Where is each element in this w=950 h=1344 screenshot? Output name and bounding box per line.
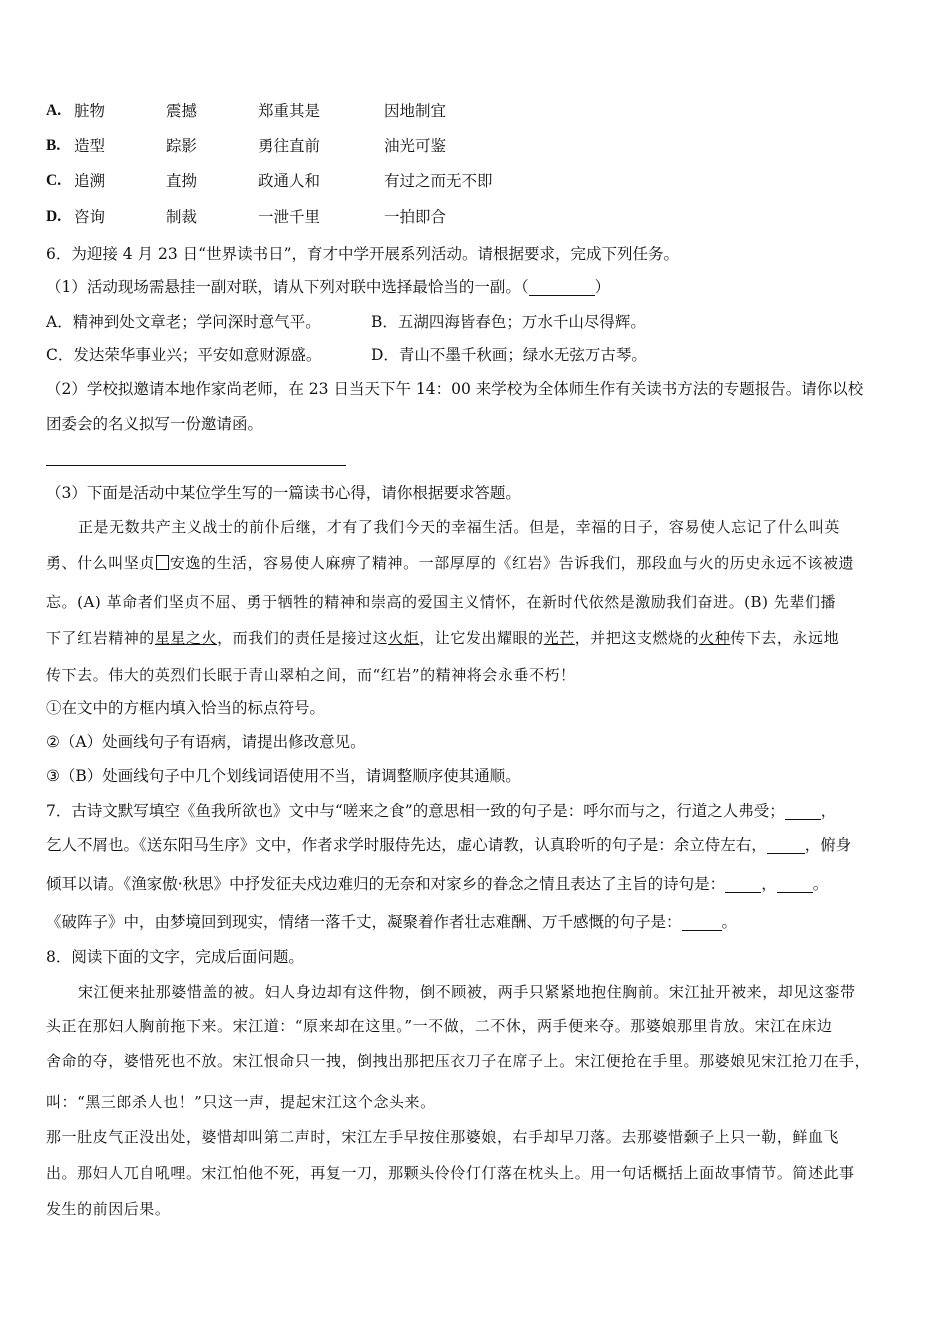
underlined-word: 光芒 xyxy=(543,629,575,647)
q8-passage-line: 头正在那妇人胸前拖下来。宋江道：“原来却在这里。”一不做，二不休，两手便来夺。那婆娘那里肯放。宋江在床边 xyxy=(46,1017,833,1035)
option-word: 追溯 xyxy=(74,172,106,190)
option-word: 有过之而无不即 xyxy=(384,172,493,190)
passage-text: 安逸的生活，容易使人麻痹了精神。一部厚厚的《红岩》告诉我们，那段血与火的历史永远不该被遗 xyxy=(169,554,855,572)
option-word: 咨询 xyxy=(74,208,106,226)
answer-blank[interactable] xyxy=(785,805,821,820)
couplet-option-c: C．发达荣华事业兴；平安如意财源盛。 xyxy=(46,346,322,364)
option-word: 油光可鉴 xyxy=(384,137,447,155)
q7-text: 倾耳以请。《渔家傲·秋思》中抒发征夫戍边难归的无奈和对家乡的眷念之情且表达了主旨的诗句是： xyxy=(46,875,726,893)
q6-options-row1 xyxy=(46,311,646,333)
underlined-word: 火炬 xyxy=(388,629,420,647)
option-word: 一拍即合 xyxy=(384,208,447,226)
q8-passage-line: 那一肚皮气正没出处，婆惜却叫第二声时，宋江左手早按住那婆娘，右手却早刀落。去那婆惜颡子上只一勒，鲜血飞 xyxy=(46,1128,840,1146)
option-word: 震撼 xyxy=(166,102,198,120)
option-word: 造型 xyxy=(74,137,106,155)
q8-passage-line: 舍命的夺，婆惜死也不放。宋江恨命只一拽，倒拽出那把压衣刀子在席子上。宋江便抢在手里。那婆娘见宋江抢刀在手， xyxy=(46,1052,871,1070)
q6-sub2-line2: 团委会的名义拟写一份邀请函。 xyxy=(46,415,264,433)
q6-sub1-text: （1）活动现场需悬挂一副对联，请从下列对联中选择最恰当的一副。（ xyxy=(46,278,529,296)
option-label: B. xyxy=(46,137,61,154)
passage-line: 传下去。伟大的英烈们长眠于青山翠柏之间，而“红岩”的精神将会永垂不朽！ xyxy=(46,666,576,684)
couplet-option-a: A．精神到处文章老；学问深时意气平。 xyxy=(46,313,321,331)
passage-text: ，让它发出耀眼的 xyxy=(419,629,544,647)
option-word: 脏物 xyxy=(74,102,106,120)
q7-text: 乞人不屑也。《送东阳马生序》文中，作者求学时服侍先达，虚心请教，认真聆听的句子是：余立侍左右， xyxy=(46,836,767,854)
answer-blank[interactable] xyxy=(682,916,722,931)
punctuation-box[interactable] xyxy=(156,555,169,570)
q7-text: ，俯身 xyxy=(804,836,852,854)
q7-line3 xyxy=(46,873,828,895)
q8-passage-line: 叫：“黑三郎杀人也！”只这一声，提起宋江这个念头来。 xyxy=(46,1093,436,1111)
passage-line xyxy=(46,552,854,574)
q7-text: 《破阵子》中，由梦境回到现实，情绪一落千丈，凝聚着作者壮志难酬、万千感慨的句子是： xyxy=(46,913,682,931)
q7-line4 xyxy=(46,911,737,933)
q6-task3: ③（B）处画线句子中几个划线词语使用不当，请调整顺序使其通顺。 xyxy=(46,767,521,785)
passage-text: ，而我们的责任是接过这 xyxy=(217,629,389,647)
answer-blank[interactable] xyxy=(767,839,805,854)
option-word: 踪影 xyxy=(166,137,198,155)
option-label: C. xyxy=(46,172,62,189)
couplet-option-b: B．五湖四海皆春色；万水千山尽得辉。 xyxy=(371,313,646,331)
passage-text: 勇、什么叫坚贞 xyxy=(46,554,155,572)
option-word: 直拗 xyxy=(166,172,198,190)
passage-text: 传下去，永远地 xyxy=(730,629,840,647)
option-word: 一泄千里 xyxy=(258,208,321,226)
option-word: 郑重其是 xyxy=(258,102,321,120)
answer-blank[interactable] xyxy=(725,878,761,893)
q6-sub3: （3）下面是活动中某位学生写的一篇读书心得，请你根据要求答题。 xyxy=(46,484,521,502)
passage-line: 忘。(A) 革命者们坚贞不屈、勇于牺牲的精神和崇高的爱国主义情怀，在新时代依然是激励我们奋进。(B) 先辈们播 xyxy=(46,593,837,611)
q8-passage-line: 宋江便来扯那婆惜盖的被。妇人身边却有这件物，倒不顾被，两手只紧紧地抱住胸前。宋江扯开被来，却见这銮带 xyxy=(78,983,856,1001)
answer-blank[interactable] xyxy=(529,281,595,296)
underlined-word: 火种 xyxy=(699,629,731,647)
option-word: 制裁 xyxy=(166,208,198,226)
answer-line[interactable] xyxy=(46,465,346,466)
q8-passage-line: 出。那妇人兀自吼哩。宋江怕他不死，再复一刀，那颗头伶伶仃仃落在枕头上。用一句话概括上面故事情节。简述此事 xyxy=(46,1164,855,1182)
q7-text: 7．古诗文默写填空《鱼我所欲也》文中与“嗟来之食”的意思相一致的句子是：呼尔而与之，行道之人弗受； xyxy=(46,802,785,820)
q7-line2 xyxy=(46,834,851,856)
q6-sub2-line1: （2）学校拟邀请本地作家尚老师，在 23 日当天下午 14：00 来学校为全体师生作有关读书方法的专题报告。请你以校 xyxy=(46,380,864,398)
q7-text: ， xyxy=(761,875,777,893)
q6-task2: ②（A）处画线句子有语病，请提出修改意见。 xyxy=(46,733,366,751)
q7-text: 。 xyxy=(721,913,738,931)
passage-text: ，并把这支燃烧的 xyxy=(574,629,700,647)
option-word: 因地制宜 xyxy=(384,102,447,120)
option-label: D. xyxy=(46,208,62,225)
passage-line xyxy=(46,627,839,649)
answer-blank[interactable] xyxy=(777,878,813,893)
q7-text: 。 xyxy=(812,875,829,893)
underlined-word: 星星之火 xyxy=(154,629,218,647)
option-word: 政通人和 xyxy=(258,172,321,190)
q6-sub1-end: ） xyxy=(594,278,611,296)
q6-options-row2 xyxy=(46,344,647,366)
q6-stem: 6．为迎接 4 月 23 日“世界读书日”，育才中学开展系列活动。请根据要求，完成下列任务。 xyxy=(46,245,680,263)
passage-text: 下了红岩精神的 xyxy=(46,629,155,647)
option-word: 勇往直前 xyxy=(258,137,321,155)
passage-line: 正是无数共产主义战士的前仆后继，才有了我们今天的幸福生活。但是，幸福的日子，容易使人忘记了什么叫英 xyxy=(78,518,840,536)
q8-passage-line: 发生的前因后果。 xyxy=(46,1200,171,1218)
couplet-option-d: D．青山不墨千秋画；绿水无弦万古琴。 xyxy=(371,346,647,364)
q7-line1 xyxy=(46,800,836,822)
q8-stem: 8．阅读下面的文字，完成后面问题。 xyxy=(46,948,304,966)
q7-text: ， xyxy=(820,802,837,820)
q6-task1: ①在文中的方框内填入恰当的标点符号。 xyxy=(46,699,326,717)
option-label: A. xyxy=(46,102,62,119)
q6-sub1 xyxy=(46,276,610,298)
